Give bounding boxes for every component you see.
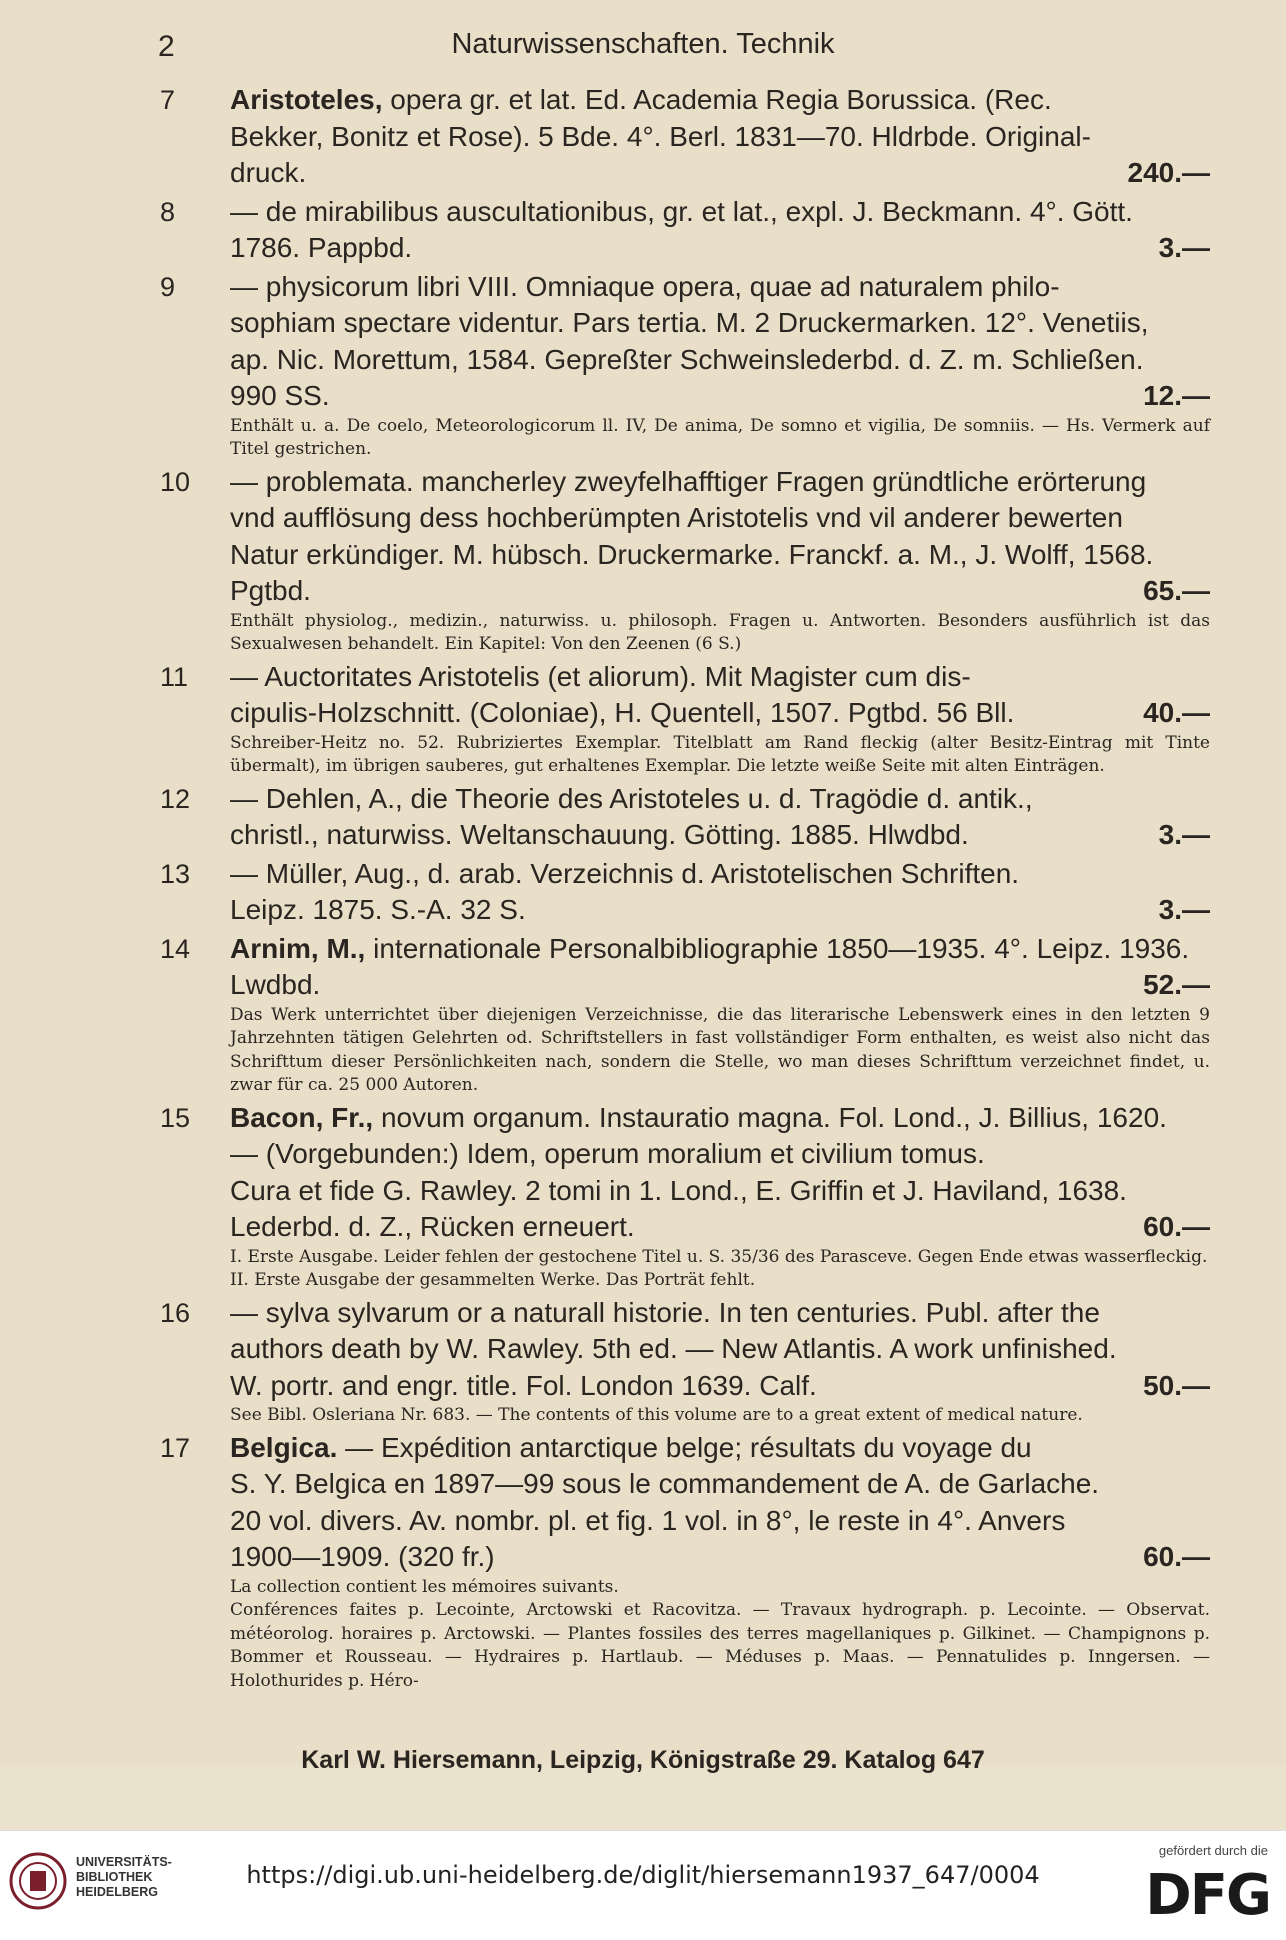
page-number: 2 [158, 30, 175, 63]
entry-note: Conférences faites p. Lecointe, Arctowski et Racovitza. — Travaux hydrograph. p. Lecointe. — Observat. météorolog. horaires p. Arctowski. — Plantes fossiles des terres magellaniques p. Gilkinet. — Champignons p. Bommer et Rousseau. — Hydraires p. Hartlaub. — Méduses p. Maas. — Pennatulides p. Inngersen. — Holothurides p. Héro- [230, 1600, 1210, 1691]
entry-line-text: Lwdbd. [230, 969, 321, 1000]
catalog-entry [160, 269, 1210, 462]
entry-line-text: novum organum. Instauratio magna. Fol. Lond., J. Billius, 1620. [380, 1101, 1167, 1133]
entry-number: 7 [160, 85, 176, 115]
entry-line [230, 342, 1210, 379]
entry-body [230, 82, 1210, 192]
catalog-entry [160, 1430, 1210, 1694]
entry-author: Bacon, Fr., [230, 1101, 374, 1133]
viewer-bar [0, 1830, 1286, 1940]
entry-price: 3.— [1158, 894, 1210, 925]
entry-last-line [230, 967, 1210, 1004]
catalog-footer: Karl W. Hiersemann, Leipzig, Königstraße 29. Katalog 647 [301, 1746, 985, 1774]
entry-last-line [230, 695, 1210, 732]
entry-body [230, 931, 1210, 1098]
entry-line-text: Bekker, Bonitz et Rose). 5 Bde. 4°. Berl. 1831—70. Hldrbde. Original- [230, 120, 1091, 152]
entry-line-text: — de mirabilibus auscultationibus, gr. et lat., expl. J. Beckmann. 4°. Gött. [230, 195, 1133, 227]
entry-body [230, 659, 1210, 779]
entry-body [230, 781, 1210, 854]
entry-line-text: internationale Personalbibliographie 1850—1935. 4°. Leipz. 1936. [373, 932, 1190, 964]
entry-number: 10 [160, 466, 191, 497]
entry-line [230, 305, 1210, 342]
entry-line-text: — physicorum libri VIII. Omniaque opera, quae ad naturalem philo- [230, 270, 1060, 302]
entry-price: 60.— [1143, 1211, 1210, 1242]
entry-line [230, 537, 1210, 574]
entry-line [230, 119, 1210, 156]
entry-line-text: — sylva sylvarum or a naturall historie. In ten centuries. Publ. after the [230, 1296, 1100, 1328]
catalog-entry [160, 1295, 1210, 1428]
entry-line [230, 269, 1210, 306]
entry-line [230, 931, 1210, 968]
entry-number: 8 [160, 196, 176, 227]
entry-price: 3.— [1158, 819, 1210, 850]
entry-list [160, 82, 1210, 1695]
entry-note: Enthält u. a. De coelo, Meteorologicorum ll. IV, De anima, De somno et vigilia, De somniis. — Hs. Vermerk auf Titel gestrichen. [230, 415, 1210, 459]
entry-line [230, 1295, 1210, 1332]
entry-last-line [230, 1368, 1210, 1405]
entry-line-text: W. portr. and engr. title. Fol. London 1639. Calf. [230, 1369, 817, 1401]
entry-body [230, 269, 1210, 462]
entry-price: 52.— [1143, 969, 1210, 1000]
library-logo-text: UNIVERSITÄTS- BIBLIOTHEK HEIDELBERG [76, 1855, 172, 1899]
entry-line [230, 464, 1210, 501]
entry-body [230, 464, 1210, 657]
entry-last-line [230, 573, 1210, 610]
catalog-entry [160, 464, 1210, 657]
catalog-entry [160, 194, 1210, 267]
entry-line-text: Pgtbd. [230, 575, 311, 606]
entry-last-line [230, 230, 1210, 267]
entry-line [230, 659, 1210, 696]
entry-line [230, 856, 1210, 893]
entry-line-text: — Müller, Aug., d. arab. Verzeichnis d. Aristotelischen Schriften. [230, 857, 1020, 889]
entry-line-text: 990 SS. [230, 380, 330, 411]
entry-last-line [230, 155, 1210, 192]
catalog-entry [160, 781, 1210, 854]
entry-price: 240.— [1127, 157, 1210, 188]
entry-line [230, 194, 1210, 231]
entry-line [230, 1503, 1210, 1540]
catalog-entry [160, 931, 1210, 1098]
entry-note: II. Erste Ausgabe der gesammelten Werke. Das Porträt fehlt. [230, 1270, 756, 1290]
entry-note: Das Werk unterrichtet über diejenigen Verzeichnisse, die das literarische Lebenswerk eines in den letzten 9 Jahrzehnten tätigen Gelehrten od. Schriftstellers in fast vollständiger Form enthalten, es weist also nicht das Schrifttum dieser Persönlichkeiten nach, sondern die Stelle, wo man dieses Schrifttum verzeichnet findet, u. zwar für ca. 25 000 Autoren. [230, 1004, 1210, 1095]
entry-number: 13 [160, 858, 191, 889]
entry-note: I. Erste Ausgabe. Leider fehlen der gestochene Titel u. S. 35/36 des Parasceve. Gegen Ende etwas wasserfleckig. [230, 1246, 1208, 1267]
sponsor-label: gefördert durch die [1158, 1843, 1268, 1858]
entry-number: 9 [160, 271, 176, 302]
entry-number: 16 [160, 1297, 191, 1328]
entry-line-text: 1786. Pappbd. [230, 232, 413, 263]
entry-last-line [230, 892, 1210, 929]
catalog-entry [160, 1100, 1210, 1293]
entry-line [230, 82, 1210, 119]
entry-line [230, 1100, 1210, 1137]
entry-line-text: sophiam spectare videntur. Pars tertia. M. 2 Druckermarken. 12°. Venetiis, [230, 307, 1149, 338]
dfg-logo: DFG [1145, 1863, 1270, 1928]
entry-line [230, 781, 1210, 818]
entry-line-text: Lederbd. d. Z., Rücken erneuert. [230, 1211, 635, 1242]
page-title: Naturwissenschaften. Technik [451, 28, 835, 60]
entry-line [230, 1136, 1210, 1173]
entry-line-text: Natur erkündiger. M. hübsch. Druckermarke. Franckf. a. M., J. Wolff, 1568. [230, 538, 1154, 570]
entry-author: Aristoteles, [230, 84, 383, 115]
entry-author: Arnim, M., [230, 932, 366, 964]
source-url-link[interactable]: https://digi.ub.uni-heidelberg.de/diglit/hiersemann1937_647/0004 [246, 1861, 1040, 1889]
entry-line [230, 1466, 1210, 1503]
entry-price: 40.— [1143, 697, 1210, 728]
entry-line-text: cipulis-Holzschnitt. (Coloniae), H. Quentell, 1507. Pgtbd. 56 Bll. [230, 697, 1015, 728]
entry-price: 3.— [1158, 232, 1210, 263]
catalog-entry [160, 82, 1210, 192]
entry-author: Belgica. [230, 1431, 338, 1463]
entry-body [230, 856, 1210, 929]
entry-line-text: — Expédition antarctique belge; résultats du voyage du [345, 1431, 1032, 1463]
entry-line-text: christl., naturwiss. Weltanschauung. Götting. 1885. Hlwdbd. [230, 819, 969, 850]
entry-body [230, 194, 1210, 267]
entry-line [230, 1331, 1210, 1368]
entry-body [230, 1430, 1210, 1694]
entry-line-text: S. Y. Belgica en 1897—99 sous le commandement de A. de Garlache. [230, 1468, 1100, 1499]
entry-last-line [230, 1539, 1210, 1576]
entry-price: 50.— [1143, 1369, 1210, 1401]
entry-number: 12 [160, 783, 191, 814]
entry-body [230, 1295, 1210, 1428]
entry-note: See Bibl. Osleriana Nr. 683. — The contents of this volume are to a great extent of medical nature. [230, 1405, 1083, 1425]
entry-line-text: Leipz. 1875. S.-A. 32 S. [230, 894, 526, 925]
entry-line-text: — Auctoritates Aristotelis (et aliorum). Mit Magister cum dis- [230, 660, 971, 692]
entry-note: Schreiber-Heitz no. 52. Rubriziertes Exemplar. Titelblatt am Rand fleckig (alter Besitz-Eintrag mit Tinte übermalt), im übrigen sauberes, gut erhaltenes Exemplar. Die letzte weiße Seite mit alten Einträgen. [230, 732, 1210, 776]
entry-number: 15 [160, 1102, 191, 1133]
entry-line-text: — problemata. mancherley zweyfelhafftiger Fragen gründtliche erörterung [230, 465, 1147, 497]
entry-line [230, 1430, 1210, 1467]
entry-number: 11 [160, 661, 189, 692]
entry-line-text: 1900—1909. (320 fr.) [230, 1541, 495, 1572]
catalog-entry [160, 659, 1210, 779]
entry-line-text: vnd aufflösung dess hochberümpten Aristotelis vnd vil anderer bewerten [230, 502, 1123, 533]
entry-line-text: — (Vorgebunden:) Idem, operum moralium et civilium tomus. [230, 1138, 985, 1169]
entry-line [230, 500, 1210, 537]
entry-line-text: — Dehlen, A., die Theorie des Aristoteles u. d. Tragödie d. antik., [230, 782, 1033, 814]
entry-body [230, 1100, 1210, 1293]
entry-number: 17 [160, 1432, 191, 1463]
entry-price: 65.— [1143, 575, 1210, 606]
entry-line-text: 20 vol. divers. Av. nombr. pl. et fig. 1 vol. in 8°, le reste in 4°. Anvers [230, 1504, 1066, 1536]
entry-note: Enthält physiolog., medizin., naturwiss. u. philosoph. Fragen u. Antworten. Besonders ausführlich ist das Sexualwesen behandelt. Ein Kapitel: Von den Zeenen (6 S.) [230, 610, 1210, 654]
entry-number: 14 [160, 933, 191, 964]
entry-line-text: opera gr. et lat. Ed. Academia Regia Borussica. (Rec. [390, 84, 1052, 115]
entry-last-line [230, 378, 1210, 415]
entry-line-text: druck. [230, 157, 307, 188]
entry-line-text: Cura et fide G. Rawley. 2 tomi in 1. Lond., E. Griffin et J. Haviland, 1638. [230, 1174, 1127, 1206]
entry-note: La collection contient les mémoires suivants. [230, 1576, 619, 1597]
entry-line-text: ap. Nic. Morettum, 1584. Gepreßter Schweinslederbd. d. Z. m. Schließen. [230, 343, 1144, 375]
entry-last-line [230, 817, 1210, 854]
entry-line [230, 1173, 1210, 1210]
entry-line-text: authors death by W. Rawley. 5th ed. — New Atlantis. A work unfinished. [230, 1333, 1117, 1364]
entry-price: 12.— [1143, 380, 1210, 411]
entry-last-line [230, 1209, 1210, 1246]
entry-price: 60.— [1143, 1541, 1210, 1572]
catalog-entry [160, 856, 1210, 929]
